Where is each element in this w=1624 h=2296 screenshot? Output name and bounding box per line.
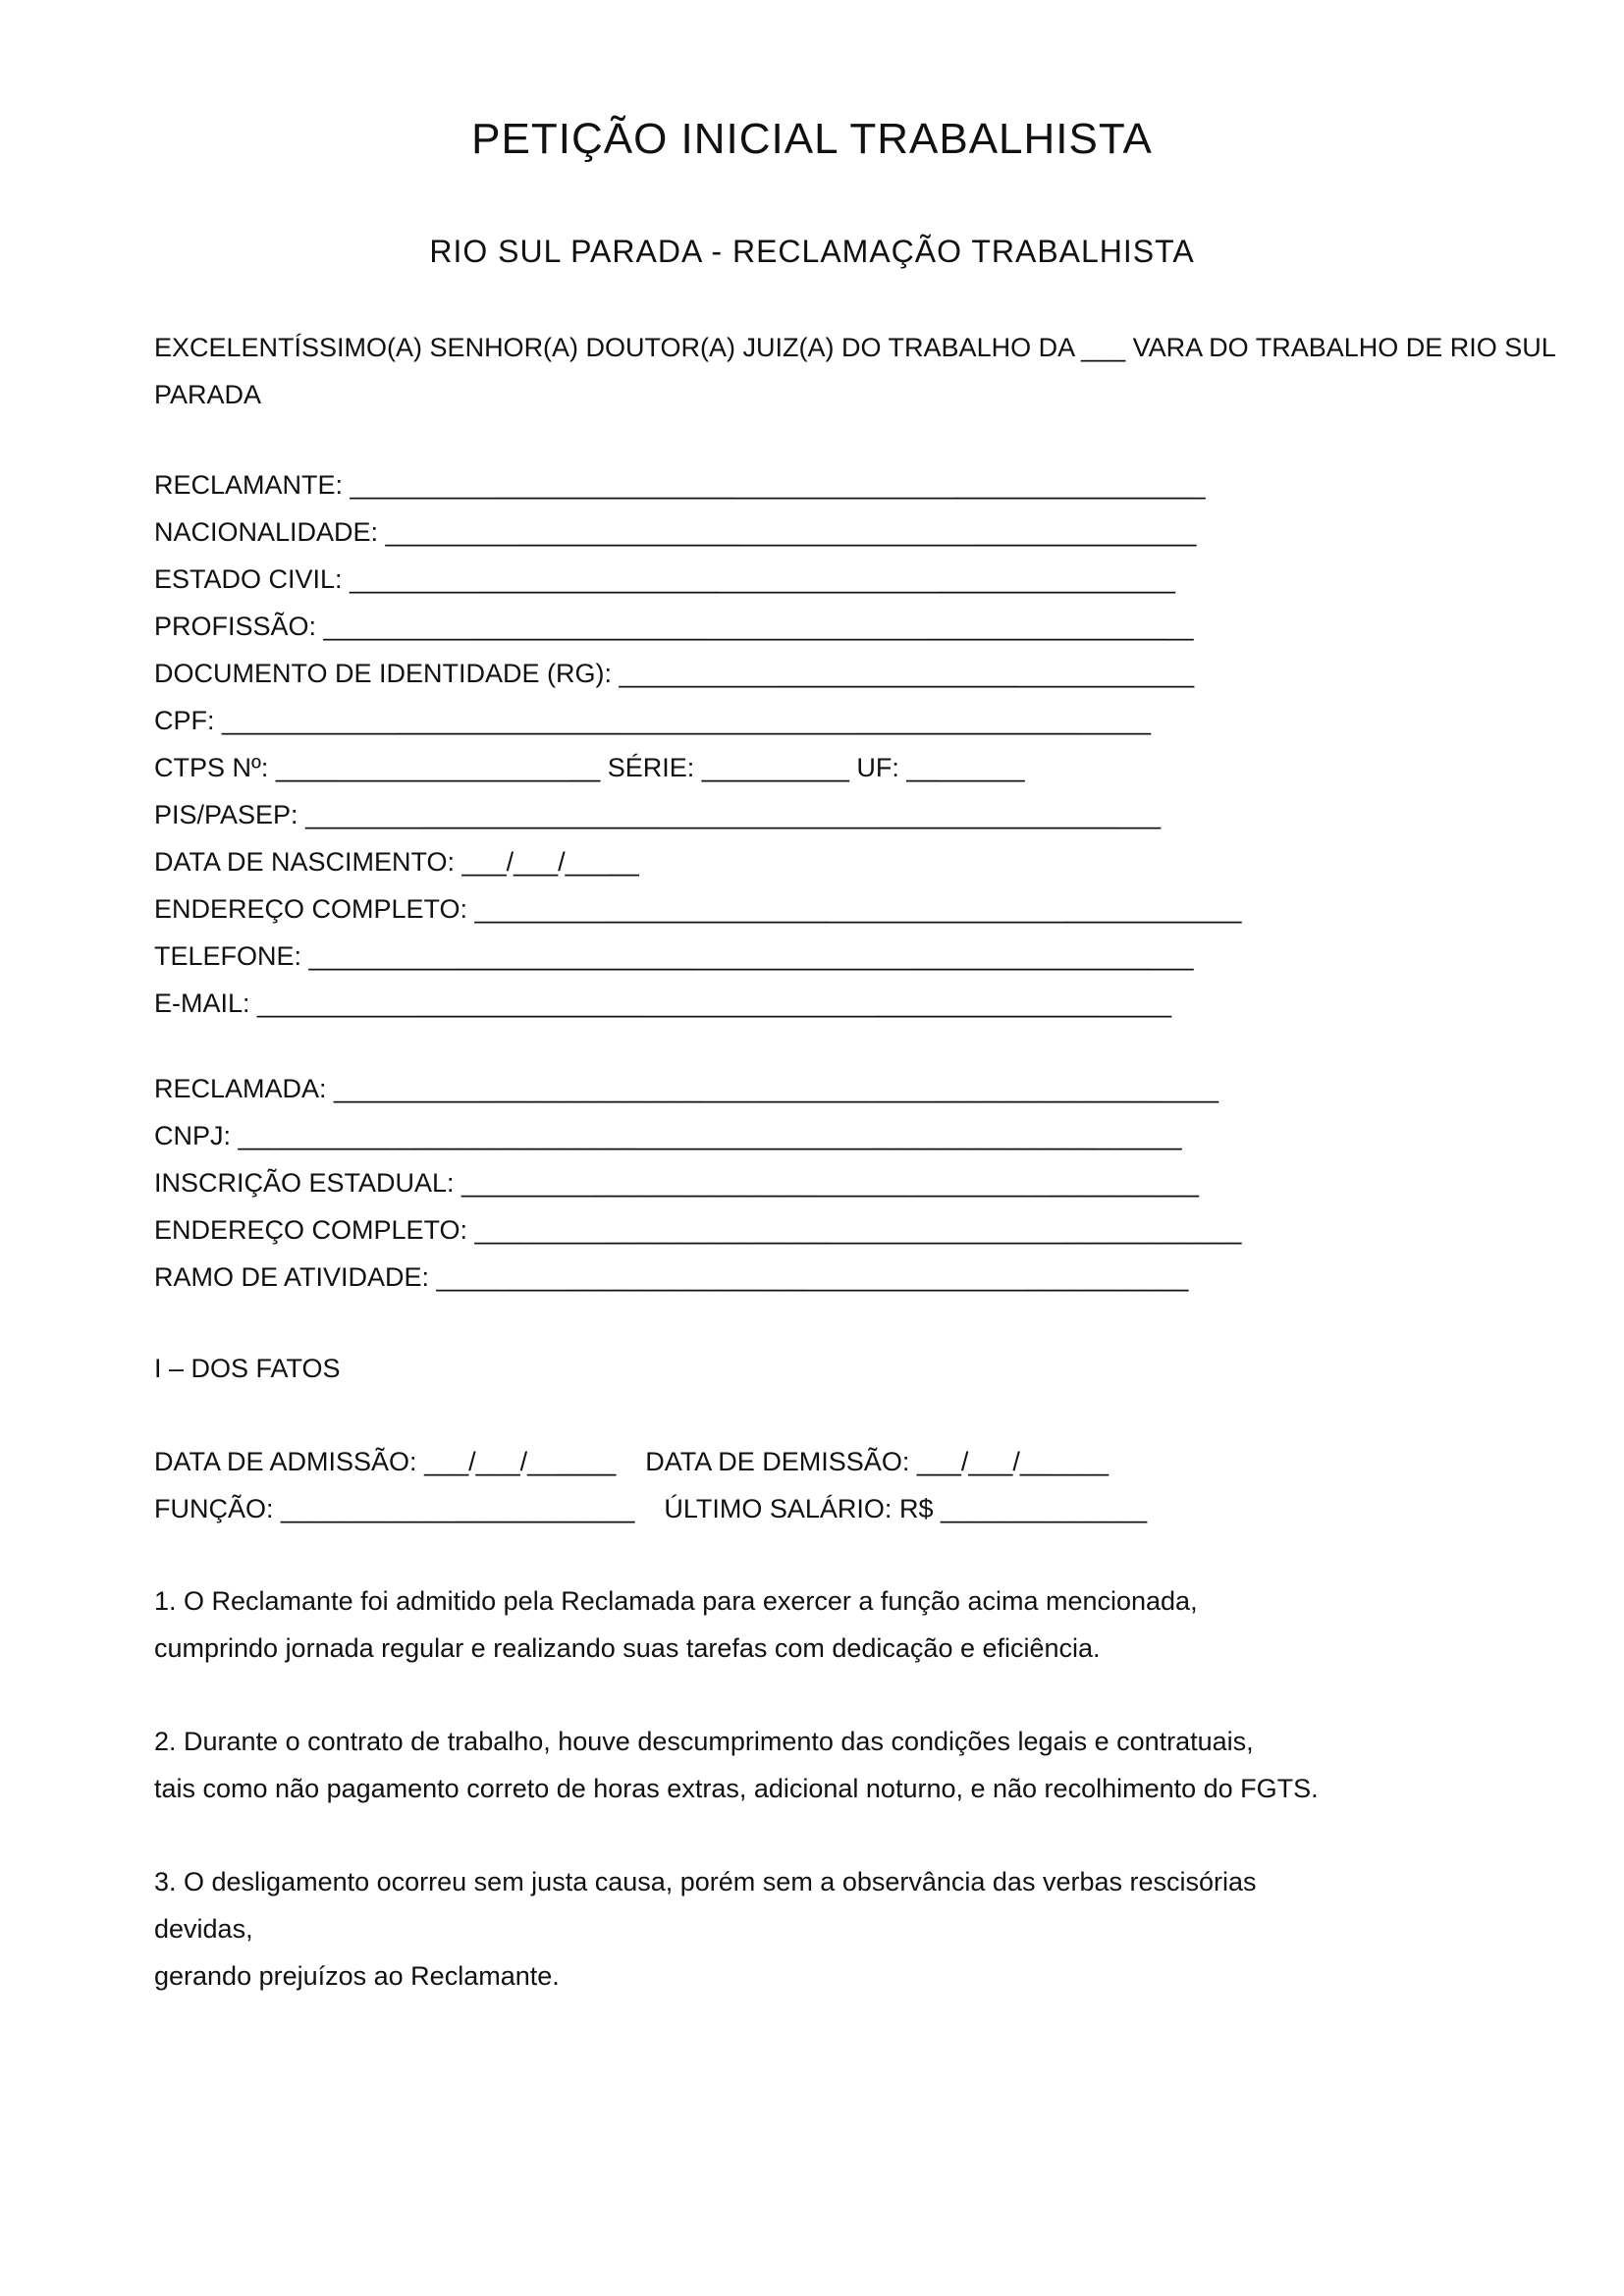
addressee-line: EXCELENTÍSSIMO(A) SENHOR(A) DOUTOR(A) JUIZ(A) DO TRABALHO DA ___ VARA DO TRABALHO DE RIO SUL xyxy=(154,333,1556,362)
field-profissao: PROFISSÃO: ___________________________________________________________ xyxy=(154,612,1194,641)
field-cnpj: CNPJ: ________________________________________________________________ xyxy=(154,1121,1182,1150)
field-cpf: CPF: _______________________________________________________________ xyxy=(154,706,1152,735)
field-admissao-demissao: DATA DE ADMISSÃO: ___/___/______ DATA DE DEMISSÃO: ___/___/______ xyxy=(154,1447,1110,1476)
paragraph-line: gerando prejuízos ao Reclamante. xyxy=(154,1961,560,1991)
paragraph-2 xyxy=(154,1718,1607,1812)
field-rg: DOCUMENTO DE IDENTIDADE (RG): _______________________________________ xyxy=(154,659,1195,688)
field-nacionalidade: NACIONALIDADE: _______________________________________________________ xyxy=(154,517,1197,547)
field-funcao-salario: FUNÇÃO: ________________________ ÚLTIMO SALÁRIO: R$ ______________ xyxy=(154,1494,1148,1523)
claimant-section xyxy=(154,461,1607,1027)
field-reclamada: RECLAMADA: ____________________________________________________________ xyxy=(154,1074,1219,1103)
field-endereco-reclamada: ENDEREÇO COMPLETO: ____________________________________________________ xyxy=(154,1215,1242,1245)
facts-fields xyxy=(154,1438,1607,1532)
field-email: E-MAIL: ______________________________________________________________ xyxy=(154,988,1172,1018)
field-telefone: TELEFONE: ____________________________________________________________ xyxy=(154,941,1194,971)
defendant-section xyxy=(154,1065,1607,1301)
paragraph-3 xyxy=(154,1858,1607,2000)
paragraph-line: 2. Durante o contrato de trabalho, houve descumprimento das condições legais e contratuais, xyxy=(154,1727,1254,1756)
field-pis-pasep: PIS/PASEP: __________________________________________________________ xyxy=(154,800,1161,829)
field-ctps: CTPS Nº: ______________________ SÉRIE: __________ UF: ________ xyxy=(154,753,1025,782)
field-data-nascimento: DATA DE NASCIMENTO: ___/___/_____ xyxy=(154,847,639,877)
paragraph-line: cumprindo jornada regular e realizando suas tarefas com dedicação e eficiência. xyxy=(154,1633,1101,1663)
field-reclamante: RECLAMANTE: __________________________________________________________ xyxy=(154,470,1206,500)
facts-heading xyxy=(154,1345,1607,1392)
field-estado-civil: ESTADO CIVIL: ________________________________________________________ xyxy=(154,564,1175,594)
paragraph-1 xyxy=(154,1577,1607,1672)
document-title: PETIÇÃO INICIAL TRABALHISTA xyxy=(471,115,1153,163)
paragraph-line: tais como não pagamento correto de horas extras, adicional noturno, e não recolhimento do FGTS. xyxy=(154,1774,1319,1803)
addressee-line: PARADA xyxy=(154,380,262,409)
document-subtitle: RIO SUL PARADA - RECLAMAÇÃO TRABALHISTA xyxy=(429,234,1195,269)
field-endereco-reclamante: ENDEREÇO COMPLETO: ____________________________________________________ xyxy=(154,894,1242,924)
field-ramo-atividade: RAMO DE ATIVIDADE: ___________________________________________________ xyxy=(154,1262,1189,1292)
addressee-block xyxy=(154,324,1607,418)
field-inscricao-estadual: INSCRIÇÃO ESTADUAL: __________________________________________________ xyxy=(154,1168,1199,1198)
paragraph-line: 3. O desligamento ocorreu sem justa causa, porém sem a observância das verbas rescisórias xyxy=(154,1867,1257,1896)
paragraph-line: 1. O Reclamante foi admitido pela Reclamada para exercer a função acima mencionada, xyxy=(154,1586,1198,1616)
section-heading: I – DOS FATOS xyxy=(154,1354,341,1383)
paragraph-line: devidas, xyxy=(154,1914,253,1944)
